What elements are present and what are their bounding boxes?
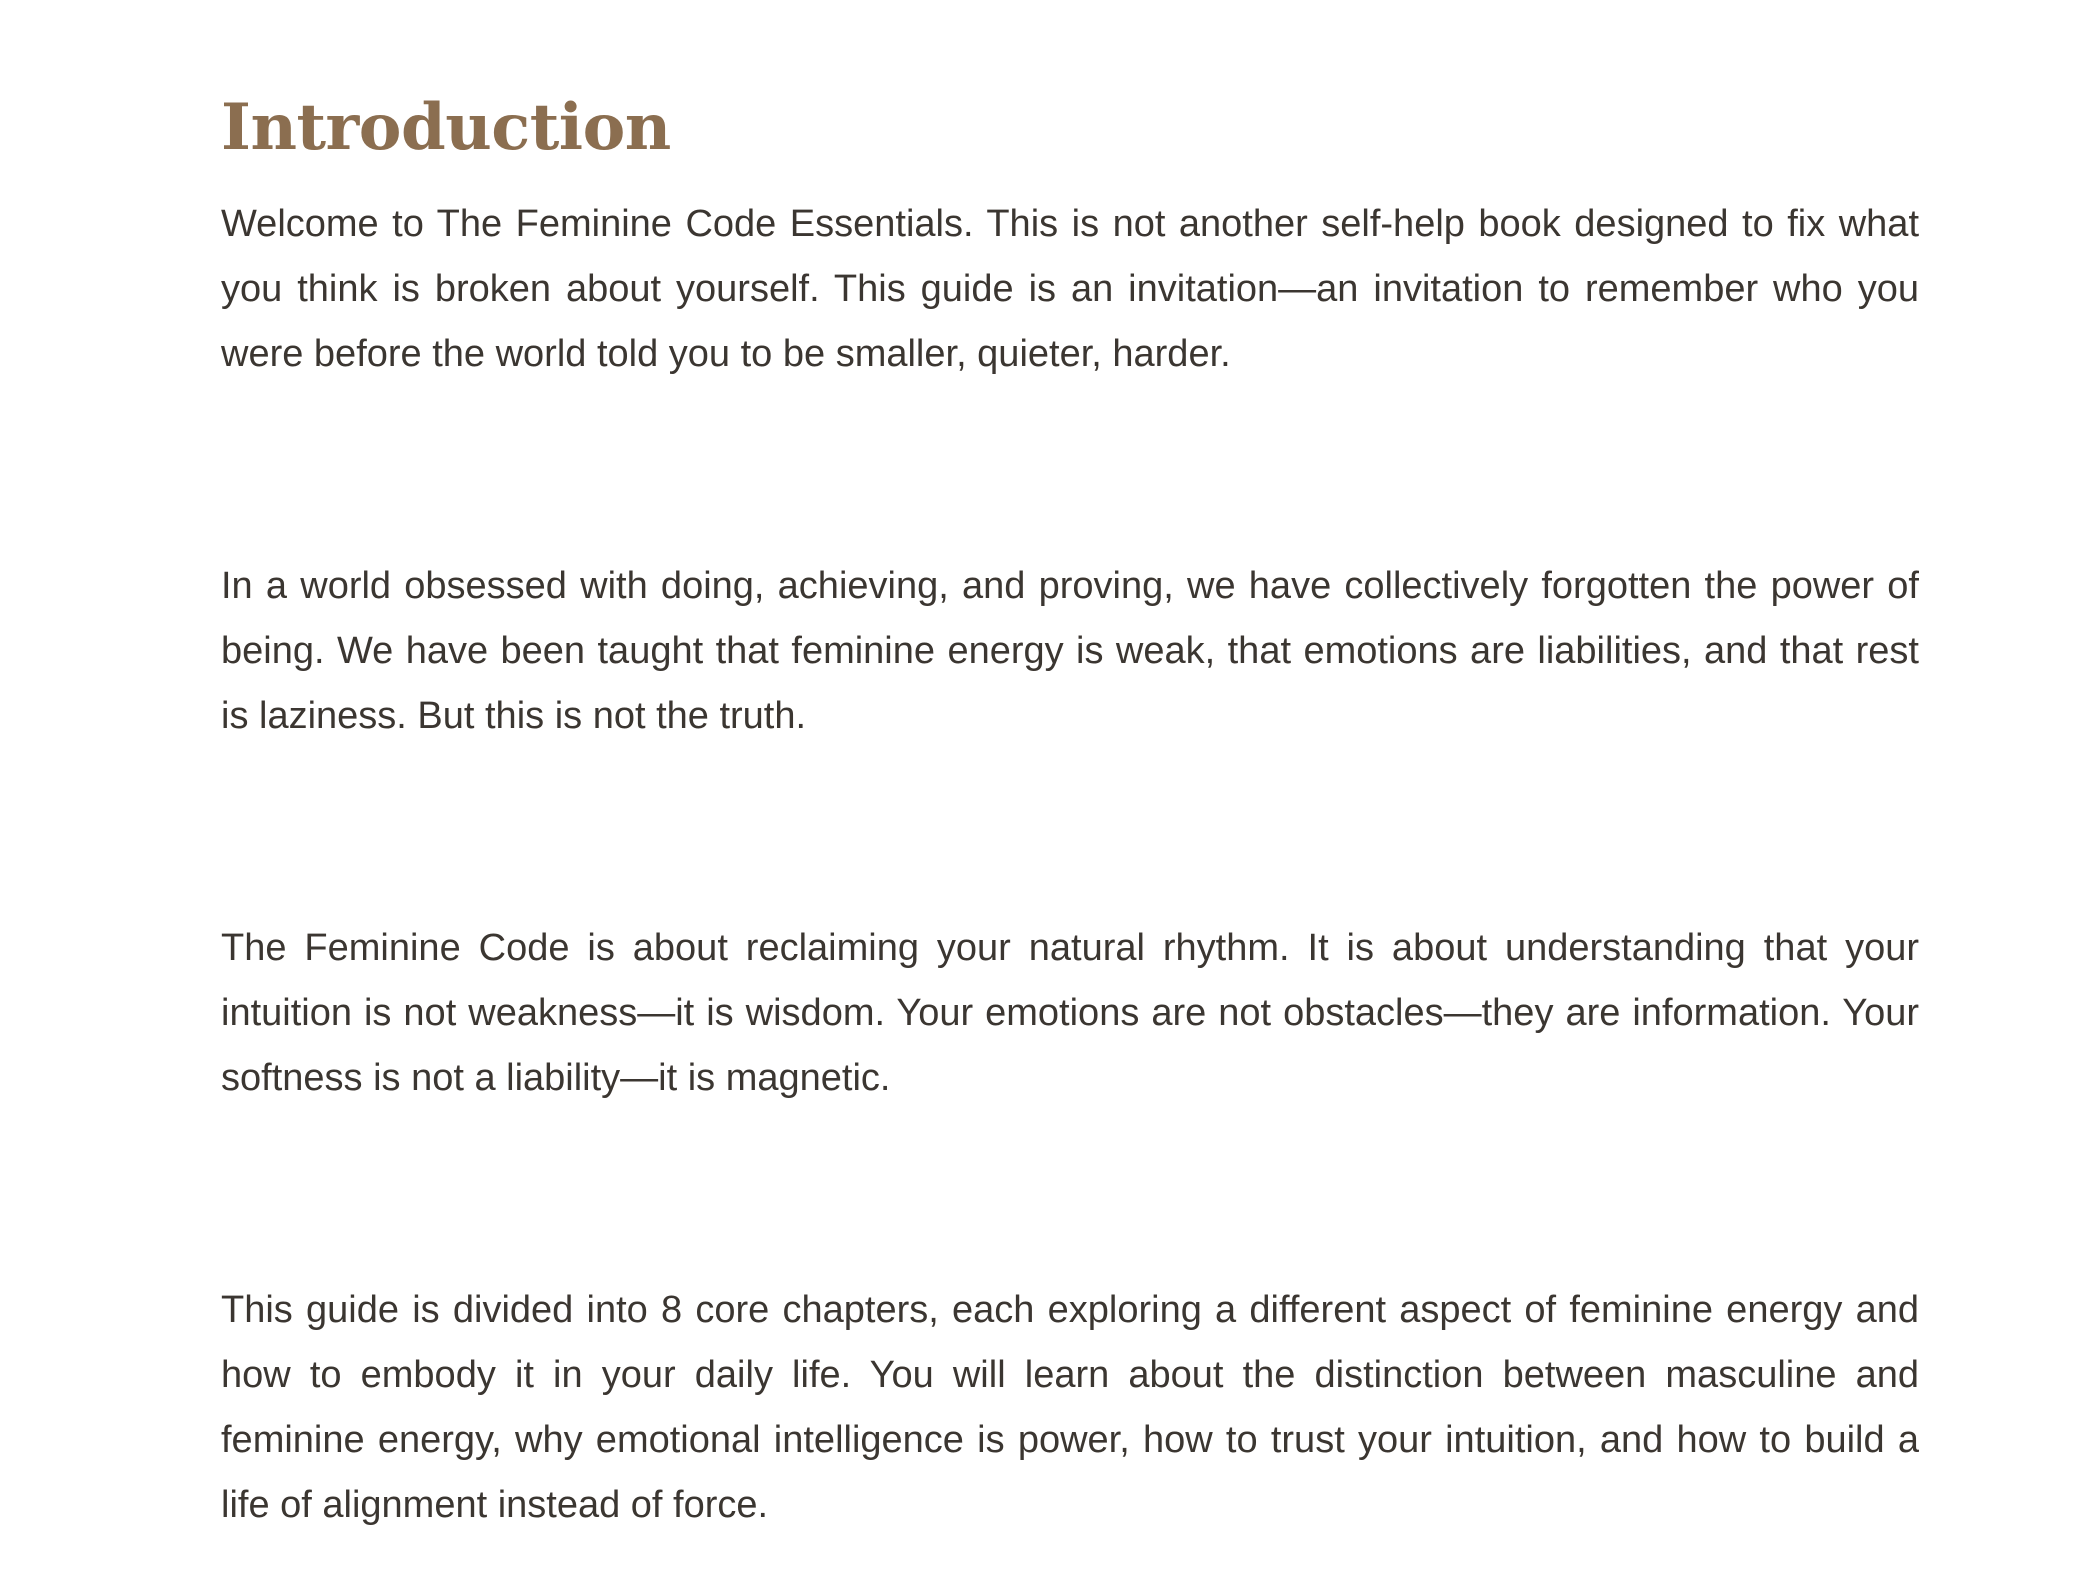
intro-paragraph-4: This guide is divided into 8 core chapters, each exploring a different aspect of feminine energy and how to embody it in your daily life. You will learn about the distinction between masculine and feminine energy, why emotional intelligence is power, how to trust your intuition, and how to build a life of alignment instead of force. <box>221 1289 1919 1526</box>
page-title: Introduction <box>221 90 671 165</box>
intro-paragraph-3: The Feminine Code is about reclaiming your natural rhythm. It is about understanding that your intuition is not weakness—it is wisdom. Your emotions are not obstacles—they are information. Your softness is not a liability—it is magnetic. <box>221 927 1919 1099</box>
intro-paragraph-2: In a world obsessed with doing, achieving, and proving, we have collectively forgotten the power of being. We have been taught that feminine energy is weak, that emotions are liabilities, and that rest is laziness. But this is not the truth. <box>221 565 1919 737</box>
intro-paragraph-1: Welcome to The Feminine Code Essentials. This is not another self-help book designed to fix what you think is broken about yourself. This guide is an invitation—an invitation to remember who you were before the world told you to be smaller, quieter, harder. <box>221 203 1919 375</box>
